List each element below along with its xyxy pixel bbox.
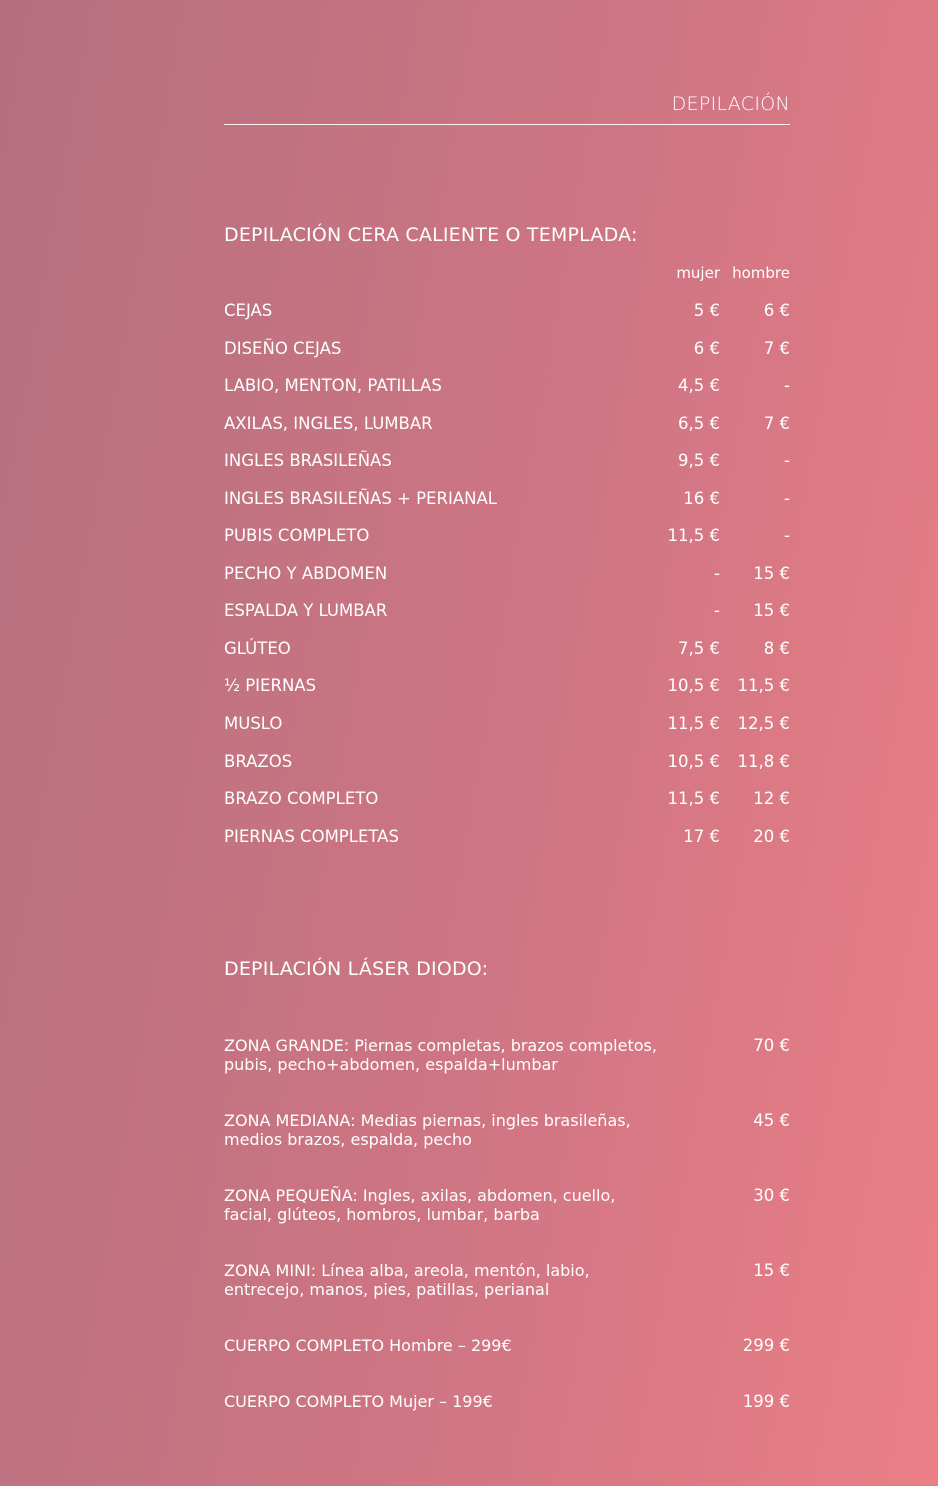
price-mujer: 17 € [683, 826, 720, 846]
service-name: INGLES BRASILEÑAS [224, 451, 392, 471]
zone-detail: Piernas completas, brazos completos, pubis, pecho+abdomen, espalda+lumbar [224, 1036, 657, 1074]
price-row [224, 819, 790, 857]
service-name: BRAZO COMPLETO [224, 789, 379, 809]
zone-description [224, 1036, 664, 1074]
price-row [224, 481, 790, 519]
price-list-page [224, 0, 790, 1486]
service-name: MUSLO [224, 714, 283, 734]
price-row [224, 556, 790, 594]
header-divider [224, 124, 790, 125]
zone-description [224, 1392, 664, 1411]
price-mujer: 6,5 € [678, 413, 720, 433]
price-mujer: - [714, 563, 720, 583]
zone-description [224, 1261, 664, 1299]
price-row [224, 293, 790, 331]
service-name: DISEÑO CEJAS [224, 338, 342, 358]
price-mujer: - [714, 601, 720, 621]
zone-price: 30 € [753, 1186, 790, 1205]
service-name: INGLES BRASILEÑAS + PERIANAL [224, 488, 497, 508]
price-hombre: - [784, 451, 790, 471]
service-name: AXILAS, INGLES, LUMBAR [224, 413, 433, 433]
price-hombre: 12 € [753, 789, 790, 809]
wax-section-title: DEPILACIÓN CERA CALIENTE O TEMPLADA: [224, 224, 638, 246]
service-name: PIERNAS COMPLETAS [224, 826, 399, 846]
service-name: LABIO, MENTON, PATILLAS [224, 376, 442, 396]
service-name: PUBIS COMPLETO [224, 526, 370, 546]
page-title: DEPILACIÓN [671, 93, 790, 115]
price-hombre: 12,5 € [737, 714, 790, 734]
zone-description [224, 1186, 664, 1224]
column-header-mujer: mujer [676, 264, 720, 282]
price-hombre: 7 € [763, 338, 790, 358]
zone-name: CUERPO COMPLETO [224, 1336, 385, 1355]
price-row [224, 443, 790, 481]
price-hombre: 11,5 € [737, 676, 790, 696]
price-row [224, 406, 790, 444]
zone-detail: Mujer – 199€ [384, 1392, 493, 1411]
wax-price-list [224, 293, 790, 856]
price-hombre: - [784, 376, 790, 396]
zone-price: 199 € [742, 1392, 790, 1411]
zone-detail: Medias piernas, ingles brasileñas, medios brazos, espalda, pecho [224, 1111, 631, 1149]
price-row [224, 518, 790, 556]
price-hombre: 8 € [763, 638, 790, 658]
zone-price: 299 € [742, 1336, 790, 1355]
zone-name: ZONA GRANDE: [224, 1036, 350, 1055]
price-mujer: 11,5 € [667, 789, 720, 809]
price-mujer: 11,5 € [667, 714, 720, 734]
service-name: ½ PIERNAS [224, 676, 317, 696]
price-hombre: 11,8 € [737, 751, 790, 771]
price-hombre: - [784, 488, 790, 508]
price-mujer: 11,5 € [667, 526, 720, 546]
price-row [224, 368, 790, 406]
zone-name: ZONA PEQUEÑA: [224, 1186, 358, 1205]
price-mujer: 4,5 € [678, 376, 720, 396]
price-mujer: 10,5 € [667, 751, 720, 771]
zone-price: 70 € [753, 1036, 790, 1055]
price-hombre: - [784, 526, 790, 546]
zone-detail: Hombre – 299€ [384, 1336, 512, 1355]
price-mujer: 7,5 € [678, 638, 720, 658]
price-row [224, 706, 790, 744]
zone-price: 45 € [753, 1111, 790, 1130]
zone-name: ZONA MINI: [224, 1261, 317, 1280]
zone-detail: Ingles, axilas, abdomen, cuello, facial, glúteos, hombros, lumbar, barba [224, 1186, 616, 1224]
price-mujer: 10,5 € [667, 676, 720, 696]
zone-description [224, 1111, 664, 1149]
service-name: CEJAS [224, 301, 273, 320]
price-row [224, 744, 790, 782]
price-mujer: 16 € [683, 488, 720, 508]
zone-description [224, 1336, 664, 1355]
price-hombre: 15 € [753, 601, 790, 621]
price-hombre: 7 € [763, 413, 790, 433]
price-hombre: 20 € [753, 826, 790, 846]
zone-detail: Línea alba, areola, mentón, labio, entrecejo, manos, pies, patillas, perianal [224, 1261, 590, 1299]
service-name: GLÚTEO [224, 638, 291, 658]
laser-section-title: DEPILACIÓN LÁSER DIODO: [224, 958, 489, 980]
zone-price: 15 € [753, 1261, 790, 1280]
price-mujer: 5 € [693, 301, 720, 320]
service-name: BRAZOS [224, 751, 293, 771]
price-mujer: 9,5 € [678, 451, 720, 471]
price-row [224, 631, 790, 669]
price-hombre: 15 € [753, 563, 790, 583]
zone-name: CUERPO COMPLETO [224, 1392, 385, 1411]
service-name: PECHO Y ABDOMEN [224, 563, 388, 583]
zone-name: ZONA MEDIANA: [224, 1111, 356, 1130]
price-row [224, 781, 790, 819]
price-mujer: 6 € [693, 338, 720, 358]
price-row [224, 668, 790, 706]
price-row [224, 593, 790, 631]
price-hombre: 6 € [763, 301, 790, 320]
price-row [224, 331, 790, 369]
column-header-hombre: hombre [732, 264, 790, 282]
service-name: ESPALDA Y LUMBAR [224, 601, 388, 621]
